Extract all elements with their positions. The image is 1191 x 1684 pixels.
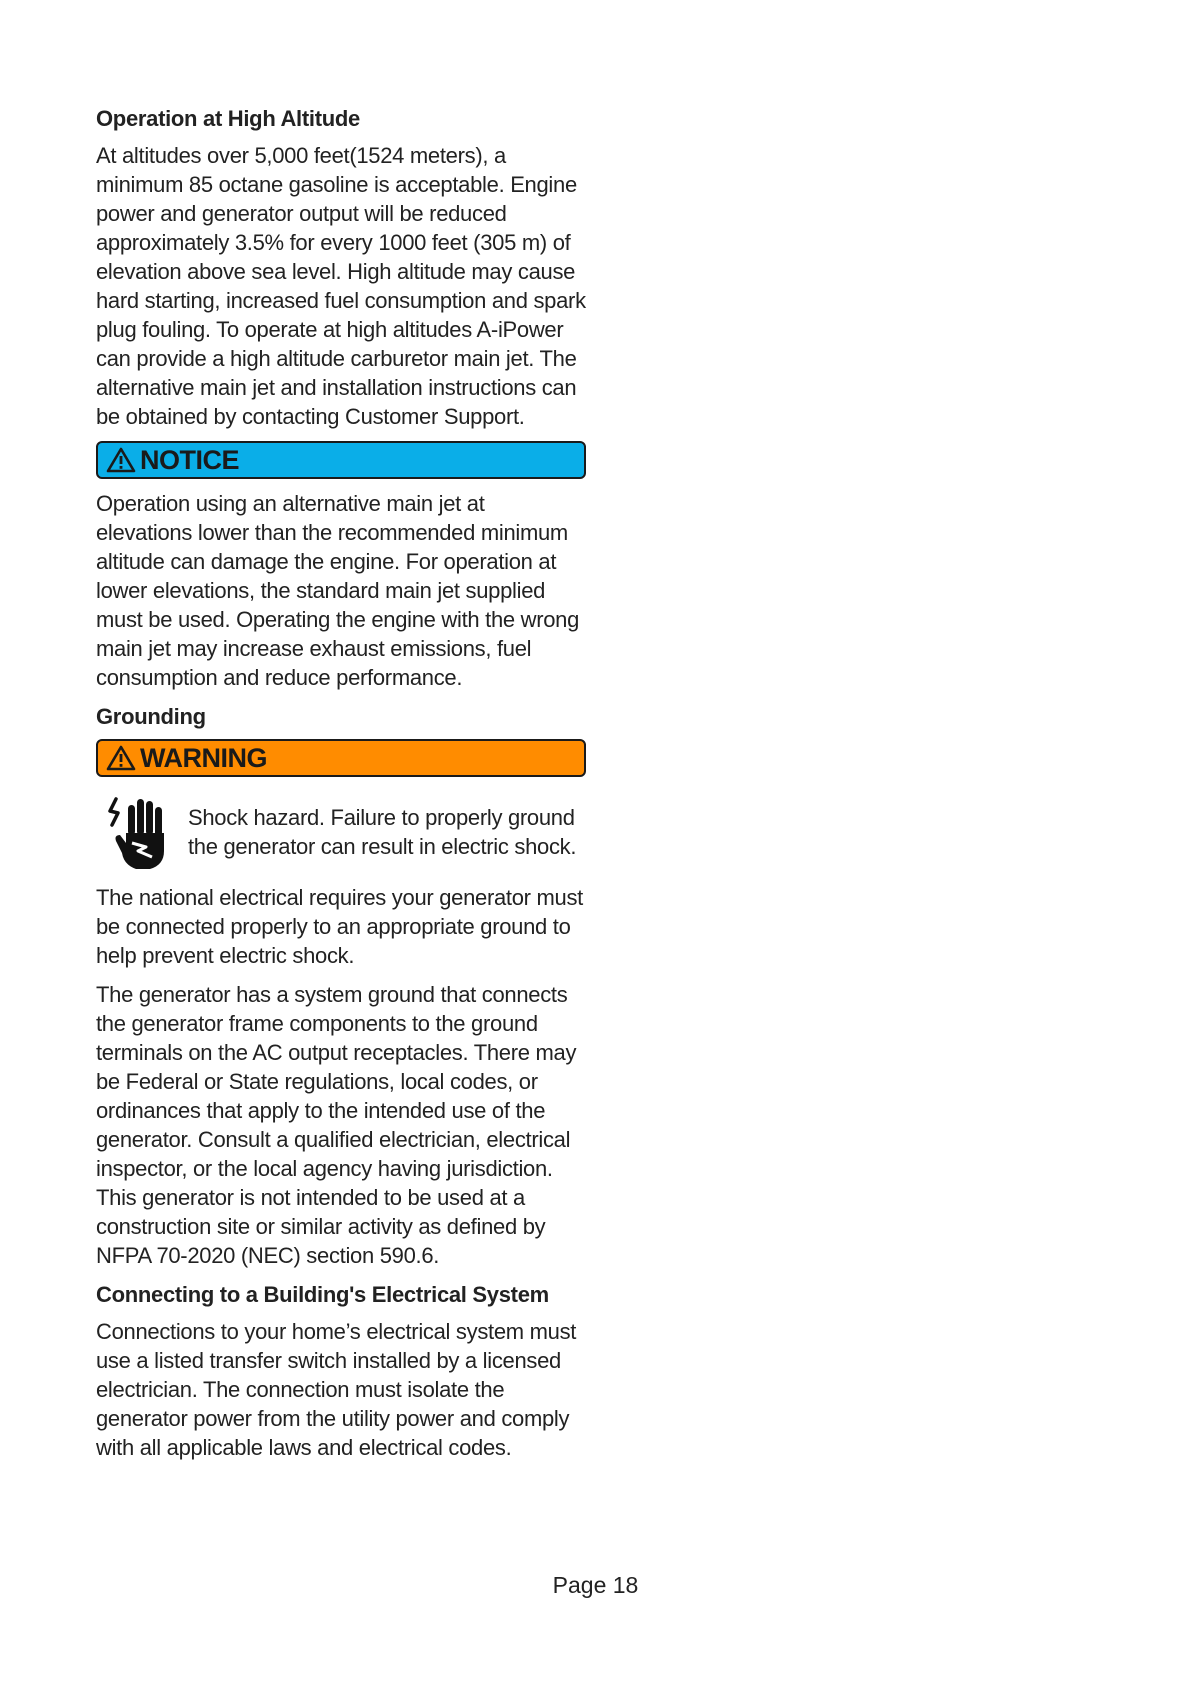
section-heading-high-altitude: Operation at High Altitude xyxy=(96,106,360,131)
section-heading-grounding: Grounding xyxy=(96,704,206,729)
high-altitude-paragraph: At altitudes over 5,000 feet(1524 meters), a minimum 85 octane gasoline is acceptable. Engine power and generator output will be reduced approximately 3.5% for every 1000 feet (305 m) of elevation above sea level. High altitude may cause hard starting, increased fuel consumption and spark plug fouling. To operate at high altitudes A-iPower can provide a high altitude carburetor main jet. The alternative main jet and installation instructions can be obtained by contacting Customer Support. xyxy=(96,143,586,429)
warning-label: WARNING xyxy=(140,742,267,773)
shock-hazard-row xyxy=(96,791,586,871)
page-content xyxy=(96,104,586,1472)
shock-hazard-hand-icon xyxy=(96,791,178,871)
warning-triangle-icon xyxy=(106,447,136,473)
grounding-paragraph-1: The national electrical requires your generator must be connected properly to an appropriate ground to help prevent electric shock. xyxy=(96,885,583,968)
warning-triangle-icon xyxy=(106,745,136,771)
notice-banner xyxy=(96,441,586,479)
section-heading-building-electrical: Connecting to a Building's Electrical System xyxy=(96,1282,549,1307)
building-electrical-paragraph: Connections to your home’s electrical system must use a listed transfer switch installed by a licensed electrician. The connection must isolate the generator power from the utility power and comply with all applicable laws and electrical codes. xyxy=(96,1319,577,1460)
shock-hazard-text: Shock hazard. Failure to properly ground the generator can result in electric shock. xyxy=(188,805,577,859)
page-number: Page 18 xyxy=(552,1572,639,1598)
warning-banner xyxy=(96,739,586,777)
grounding-paragraph-2: The generator has a system ground that connects the generator frame components to the ground terminals on the AC output receptacles. There may be Federal or State regulations, local codes, or ordinances that apply to the intended use of the generator. Consult a qualified electrician, electrical inspector, or the local agency having jurisdiction. This generator is not intended to be used at a construction site or similar activity as defined by NFPA 70-2020 (NEC) section 590.6. xyxy=(96,982,577,1268)
notice-label: NOTICE xyxy=(140,444,240,475)
notice-paragraph: Operation using an alternative main jet at elevations lower than the recommended minimum altitude can damage the engine. For operation at lower elevations, the standard main jet supplied must be used. Operating the engine with the wrong main jet may increase exhaust emissions, fuel consumption and reduce performance. xyxy=(96,491,580,690)
